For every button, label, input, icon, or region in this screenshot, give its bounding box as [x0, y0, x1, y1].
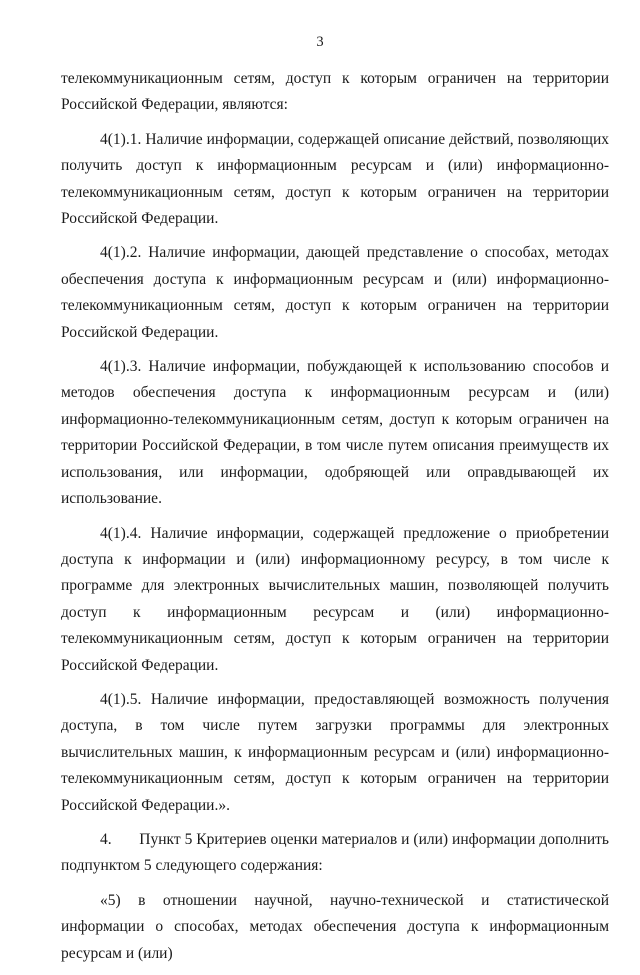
paragraph-item-5-quote: «5) в отношении научной, научно-технической и статистической информации о способах, методах обеспечения доступа к информационным ресурсам и (или)	[61, 891, 609, 962]
paragraph-item-4-1-3: 4(1).3. Наличие информации, побуждающей к использованию способов и методов обеспечения доступа к информационным ресурсам и (или) информационно-телекоммуникационным сетям, доступ к которым ограничен на территории Российской Федерации, в том числе путем описания преимуществ их использования, или информации, одобряющей или оправдывающей их использование.	[61, 358, 609, 508]
paragraph-item-4-1-4: 4(1).4. Наличие информации, содержащей предложение о приобретении доступа к информации и (или) информационному ресурсу, в том числе к программе для электронных вычислительных машин, позволяющей получить доступ к информационным ресурсам и (или) информационно-телекоммуникационным сетям, доступ к которым ограничен на территории Российской Федерации.	[61, 524, 609, 674]
paragraph-item-4: 4. Пункт 5 Критериев оценки материалов и (или) информации дополнить подпунктом 5 следующего содержания:	[61, 830, 609, 875]
paragraph-item-4-1-1: 4(1).1. Наличие информации, содержащей описание действий, позволяющих получить доступ к информационным ресурсам и (или) информационно-телекоммуникационным сетям, доступ к которым ограничен на территории Российской Федерации.	[61, 130, 609, 228]
document-body	[61, 66, 609, 975]
page-number: 3	[316, 34, 324, 50]
paragraph-continuation: телекоммуникационным сетям, доступ к которым ограничен на территории Российской Федерации, являются:	[61, 70, 609, 114]
paragraph-item-4-1-2: 4(1).2. Наличие информации, дающей представление о способах, методах обеспечения доступа к информационным ресурсам и (или) информационно-телекоммуникационным сетям, доступ к которым ограничен на территории Российской Федерации.	[61, 244, 609, 341]
paragraph-item-4-1-5: 4(1).5. Наличие информации, предоставляющей возможность получения доступа, в том числе путем загрузки программы для электронных вычислительных машин, к информационным ресурсам и (или) информационно-телекоммуникационным сетям, доступ к которым ограничен на территории Российской Федерации.».	[61, 690, 609, 814]
